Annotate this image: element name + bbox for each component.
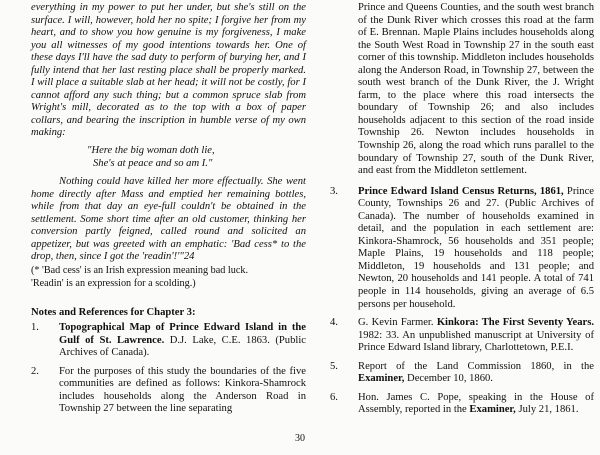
story-paragraph-2: Nothing could have killed her more effectually. She went home directly after Mass and emptied her remaining bottles, while from that day an eye-full couldn't be obtained in the settlement. Some short time after an old customer, thinking her conversion partly feigned, called round and solicited an appetizer, but was greeted with an emphatic: 'Bad cess* to the drop, then, since I got the 'readin'!'"24: [31, 176, 306, 263]
footnote-line-1: (* 'Bad cess' is an Irish expression meaning bad luck.: [31, 264, 248, 276]
reference-number: 4.: [330, 317, 338, 329]
reference-item-1: [31, 322, 306, 360]
reference-detail: July 21, 1861.: [515, 404, 579, 416]
verse-line-1: "Here the big woman doth lie,: [87, 145, 215, 157]
reference-item-2: [31, 366, 306, 416]
reference-text: [358, 186, 594, 311]
reference-text: [358, 317, 594, 355]
story-paragraph-1: everything in my power to put her under, but she's still on the surface. I will, however, hold her no spite; I forgive her from my heart, and to show you how genuine is my forgiveness, I make you all witnesses of my good intentions towards her. One of these days I'll have the sad duty to perform of burying her, and I fully intend that her last resting place shall be properly marked. I will place a suitable slab at her head; it will not be costly, for I cannot afford any such thing; but a common spruce slab from Wright's mill, decorated as to the top with a box of paper collars, and bearing the inscription in humble verse of my own making:: [31, 2, 306, 139]
reference-text: [358, 392, 594, 417]
reference-detail: Prince County, Townships 26 and 27. (Public Archives of Canada). The number of households examined in detail, and the population in each settlement are: Kinkora-Shamrock, 56 households and 351 people; Maple Plains, 19 households and 118 people; Middleton, 19 households and 131 people; and Newton, 20 households and 141 people. A total of 741 people in 114 households, giving an average of 6.5 persons per household.: [358, 185, 594, 310]
reference-item-2-continued: [330, 2, 594, 178]
reference-prefix: Hon. James C. Pope, speaking in the House of Assembly, reported in the: [358, 391, 594, 416]
reference-author: G. Kevin Farmer.: [358, 317, 437, 329]
left-column: [31, 2, 306, 422]
reference-number: 1.: [31, 322, 39, 334]
verse-line-2: She's at peace and so am I.": [93, 157, 213, 169]
footnote-line-2: 'Readin' is an expression for a scolding.): [31, 278, 196, 290]
reference-detail: D.J. Lake, C.E. 1863. (Public Archives of Canada).: [59, 334, 306, 359]
notes-heading: Notes and References for Chapter 3:: [31, 306, 196, 318]
reference-text: [59, 322, 306, 360]
verse-inscription: [87, 145, 306, 170]
reference-detail: December 10, 1860.: [404, 373, 493, 385]
reference-text: Prince and Queens Counties, and the south west branch of the Dunk River which crosses this road at the farm of E. Brennan. Maple Plains includes households along the South West Road in Township 27 in the south east corner of this township. Middleton includes households along the Anderson Road, in Township 27, between the south west branch of the Dunk River, the J. Wright farm, to the place where this road intersects the boundary of Township 26; and also includes households adjacent to this section of the road inside Township 26. Newton includes households in Township 26, along the road which runs parallel to the boundary of Township 27, south of the Dunk River, and east from the Middleton settlement.: [358, 2, 594, 177]
reference-detail: 1982: 33. An unpublished manuscript at University of Prince Edward Island library, Charlottetown, P.E.I.: [358, 329, 594, 354]
reference-number: 2.: [31, 365, 39, 377]
reference-item-5: [330, 361, 594, 386]
page-number: 30: [295, 433, 305, 444]
reference-number: 5.: [330, 360, 338, 372]
reference-number: 3.: [330, 185, 338, 197]
reference-title: Topographical Map of Prince Edward Island in the Gulf of St. Lawrence.: [59, 322, 306, 346]
reference-title: Examiner,: [358, 373, 405, 385]
reference-item-6: [330, 392, 594, 417]
right-column: [330, 2, 594, 423]
reference-title: Kinkora: The First Seventy Years.: [436, 317, 594, 329]
reference-prefix: Report of the Land Commission 1860, in the: [358, 360, 594, 372]
reference-item-4: [330, 317, 594, 355]
reference-text: For the purposes of this study the boundaries of the five communities are defined as follows: Kinkora-Shamrock includes households along the Anderson Road in Township 27 between the line separating: [59, 365, 306, 415]
reference-text: [358, 361, 594, 386]
reference-number: 6.: [330, 391, 338, 403]
reference-item-3: [330, 186, 594, 311]
reference-title: Examiner,: [469, 404, 516, 416]
reference-title: Prince Edward Island Census Returns, 1861,: [358, 185, 564, 197]
